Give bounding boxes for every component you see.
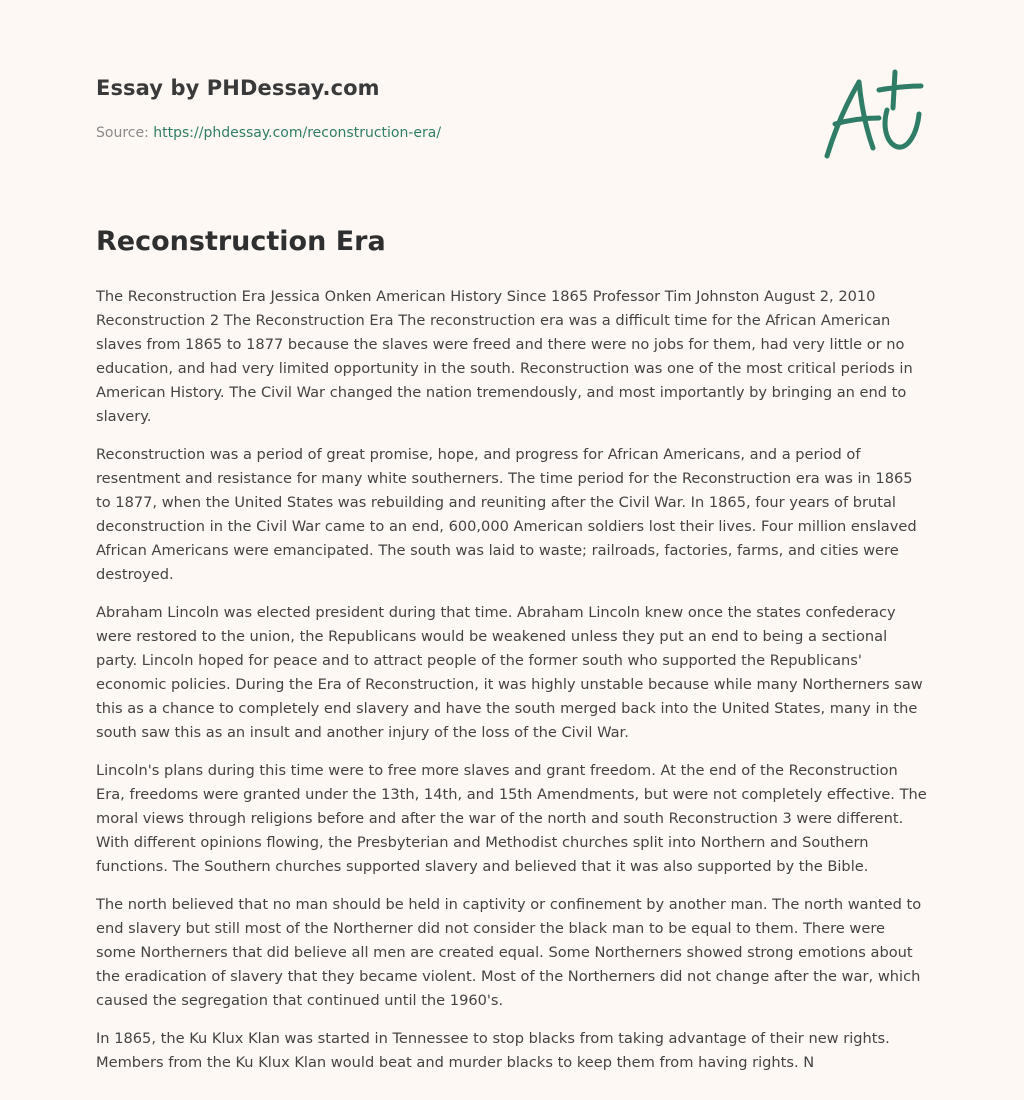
paragraph: In 1865, the Ku Klux Klan was started in Tennessee to stop blacks from taking advantage of their new rights. Members from the Ku Klux Klan would beat and murder blacks to keep them from having rights. N: [96, 1030, 890, 1071]
source-line: [96, 125, 441, 141]
essay-page: [96, 0, 928, 1071]
source-link[interactable]: https://phdessay.com/reconstruction-era/: [153, 125, 442, 141]
page-header: [96, 0, 928, 200]
site-brand: Essay by PHDessay.com: [96, 76, 380, 100]
paragraph: Abraham Lincoln was elected president during that time. Abraham Lincoln knew once the states confederacy were restored to the union, the Republicans would be weakened unless they put an end to being a sectional party. Lincoln hoped for peace and to attract people of the former south who supported the Republicans' economic policies. During the Era of Reconstruction, it was highly unstable because while many Northerners saw this as a chance to completely end slavery and have the south merged back into the United States, many in the south saw this as an insult and another injury of the loss of the Civil War.: [96, 604, 923, 741]
paragraph: The Reconstruction Era Jessica Onken American History Since 1865 Professor Tim Johnston August 2, 2010 Reconstruction 2 The Reconstruction Era The reconstruction era was a difficult time for the African American slaves from 1865 to 1877 because the slaves were freed and there were no jobs for them, had very little or no education, and had very limited opportunity in the south. Reconstruction was one of the most critical periods in American History. The Civil War changed the nation tremendously, and most importantly by bringing an end to slavery.: [96, 288, 913, 425]
article-body: [96, 285, 928, 1089]
source-label: Source:: [96, 125, 149, 141]
paragraph: Lincoln's plans during this time were to free more slaves and grant freedom. At the end of the Reconstruction Era, freedoms were granted under the 13th, 14th, and 15th Amendments, but were not completely effective. The moral views through religions before and after the war of the north and south Reconstruction 3 were different. With different opinions flowing, the Presbyterian and Methodist churches split into Northern and Southern functions. The Southern churches supported slavery and believed that it was also supported by the Bible.: [96, 762, 927, 875]
article-title: Reconstruction Era: [96, 226, 386, 257]
paragraph: Reconstruction was a period of great promise, hope, and progress for African Americans, and a period of resentment and resistance for many white southerners. The time period for the Reconstruction era was in 1865 to 1877, when the United States was rebuilding and reuniting after the Civil War. In 1865, four years of brutal deconstruction in the Civil War came to an end, 600,000 American soldiers lost their lives. Four million enslaved African Americans were emancipated. The south was laid to waste; railroads, factories, farms, and cities were destroyed.: [96, 446, 917, 583]
a-plus-logo-icon: [821, 68, 925, 166]
paragraph: The north believed that no man should be held in captivity or confinement by another man. The north wanted to end slavery but still most of the Northerner did not consider the black man to be equal to them. There were some Northerners that did believe all men are created equal. Some Northerners showed strong emotions about the eradication of slavery that they became violent. Most of the Northerners did not change after the war, which caused the segregation that continued until the 1960's.: [96, 896, 922, 1009]
